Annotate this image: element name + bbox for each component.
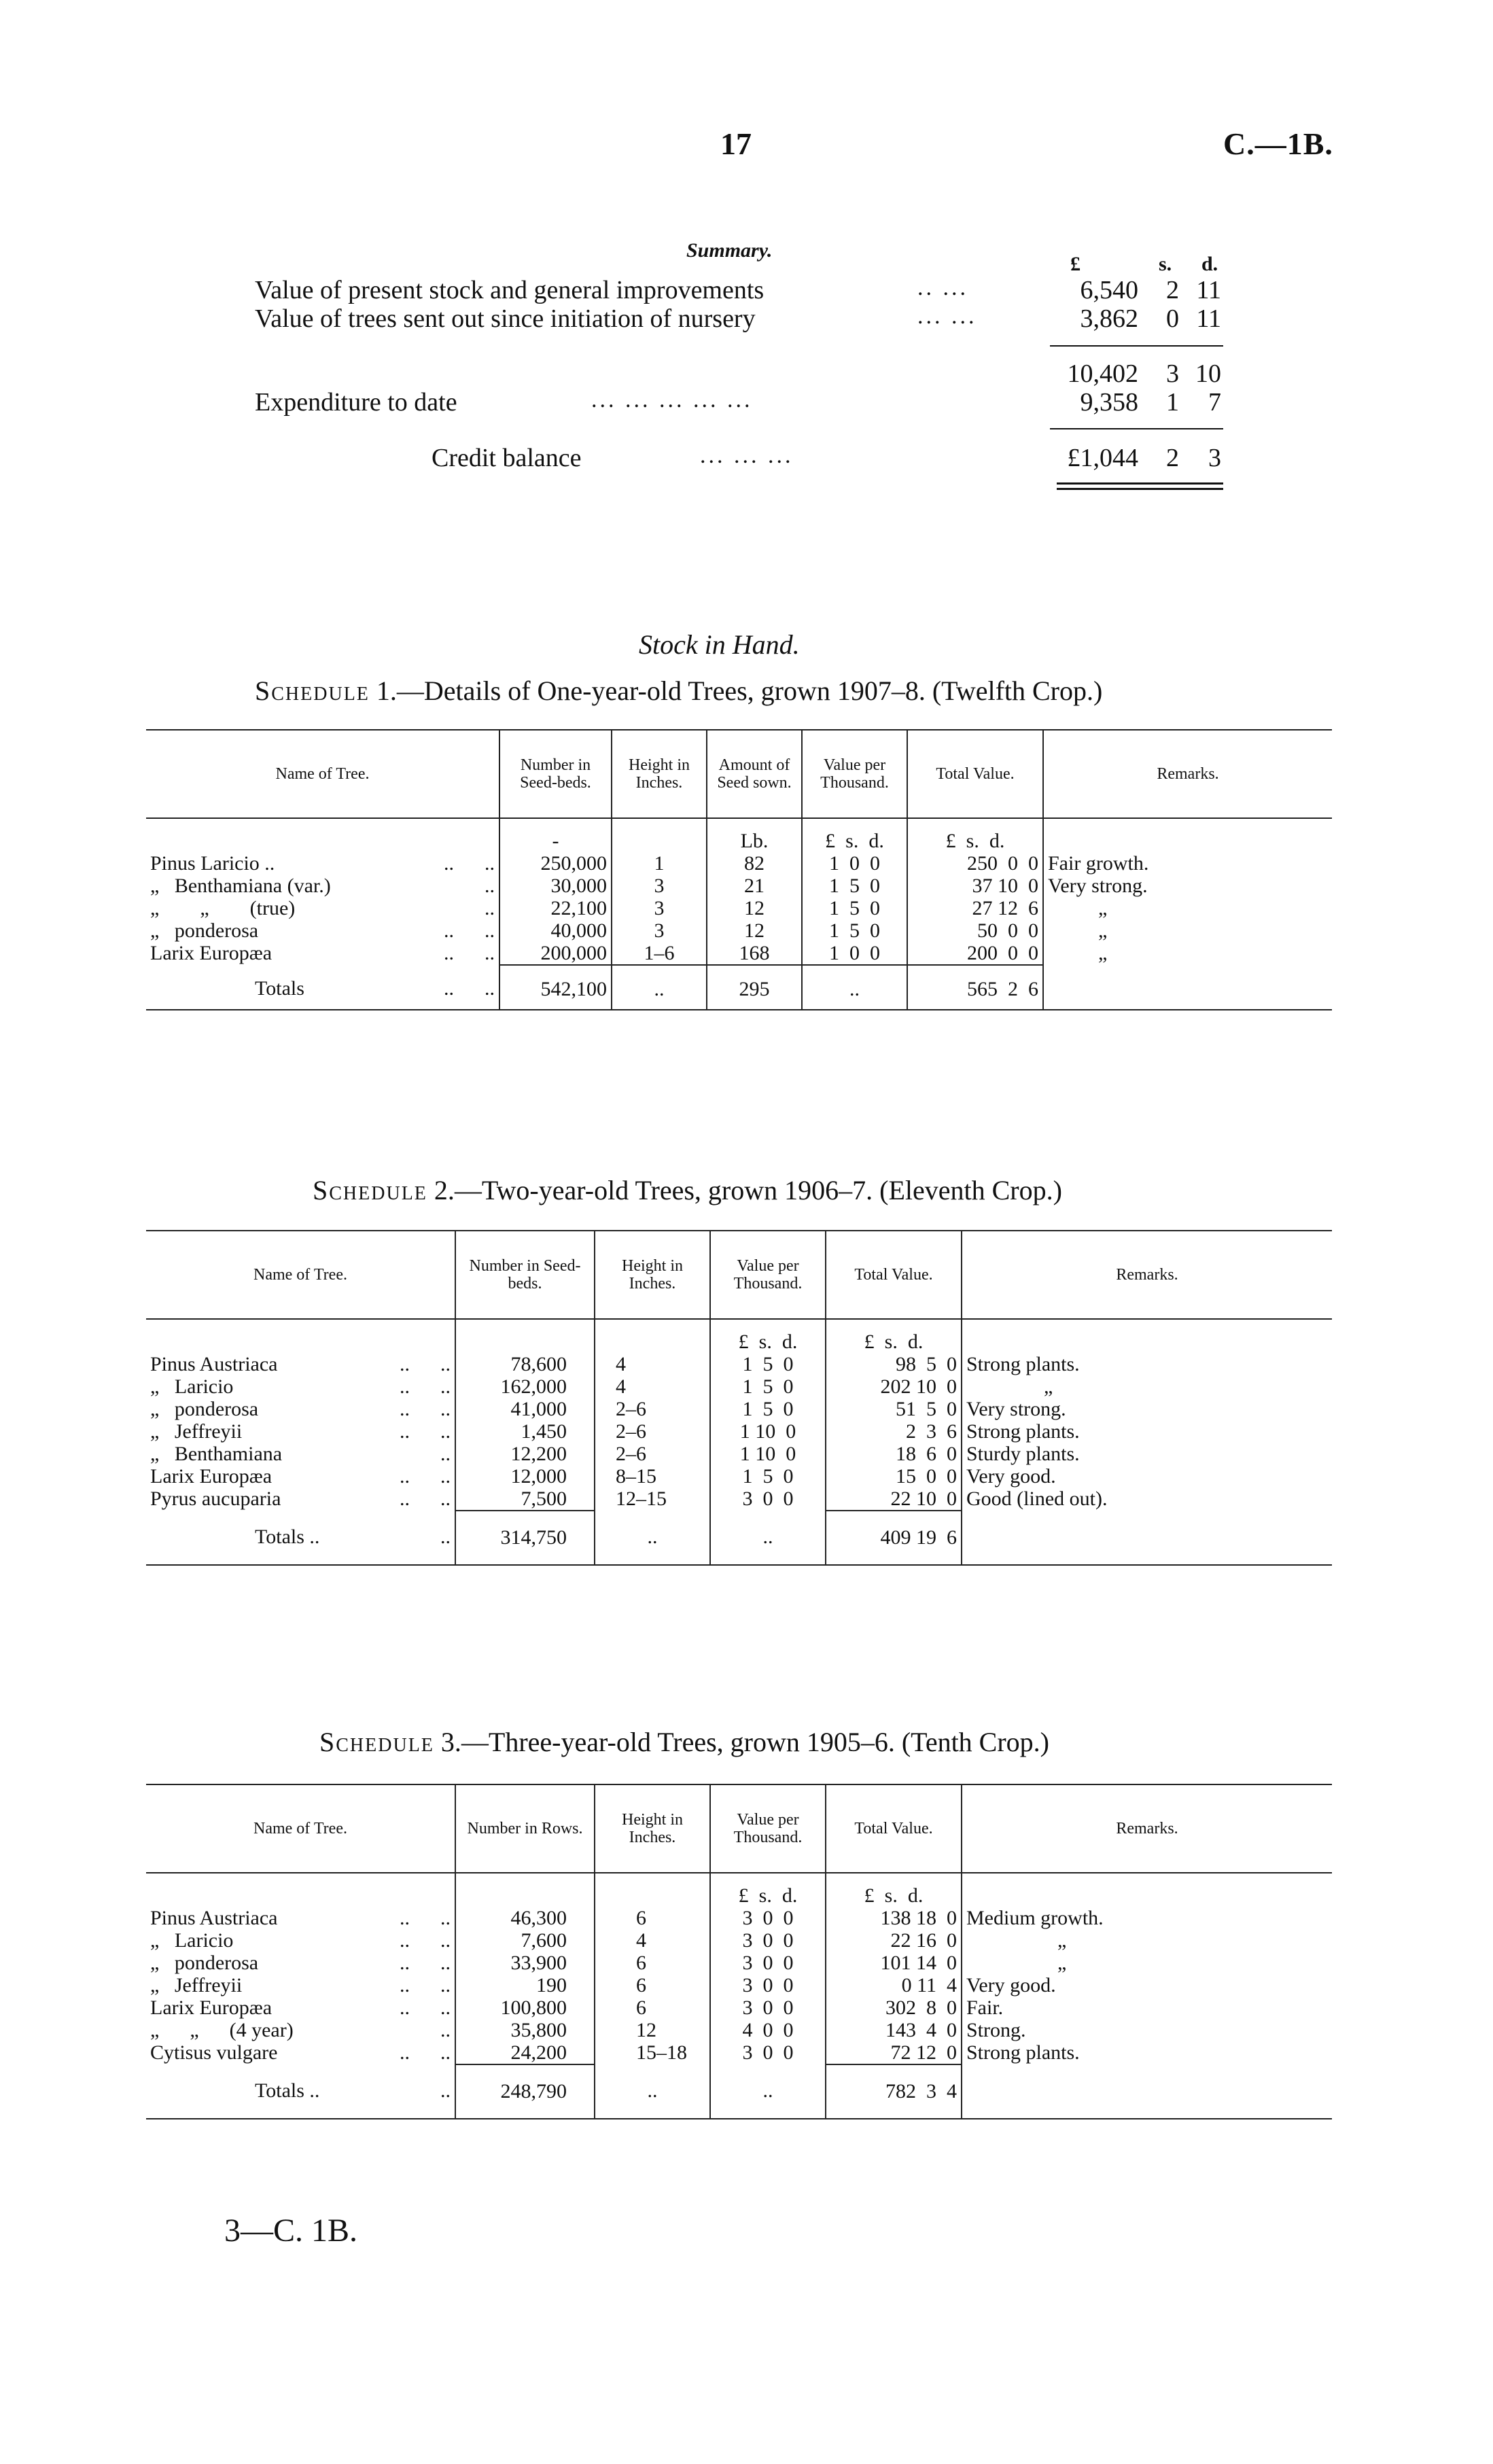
cell-remarks: Strong plants. xyxy=(962,2041,1332,2064)
cell-value: 1 5 0 xyxy=(802,875,907,897)
cell-height: 3 xyxy=(612,897,707,919)
cell-total: 250 0 0 xyxy=(907,852,1043,875)
stock-title: Stock in Hand. xyxy=(639,629,800,660)
col-number-header: Number in Rows. xyxy=(455,1784,595,1873)
tree-name: „ ponderosa xyxy=(150,919,259,942)
leader-dots: .. .. xyxy=(400,1907,451,1929)
tree-name: Larix Europæa xyxy=(150,942,273,964)
cell-remarks: Fair. xyxy=(962,1996,1332,2019)
cell-seed: 82 xyxy=(707,852,802,875)
table-row xyxy=(146,897,1332,919)
col-seed-header: Amount of Seed sown. xyxy=(707,730,802,818)
summary-credit-label: Credit balance xyxy=(432,444,582,472)
summary-row-label: Value of trees sent out since initiation of nursery xyxy=(255,304,756,333)
unit-value: £ s. d. xyxy=(710,1319,826,1353)
tree-name: Larix Europæa xyxy=(150,1996,273,2019)
cell-remarks: „ xyxy=(962,1929,1332,1952)
leader-dots: .. .. xyxy=(400,1996,451,2019)
cell-height: 1 xyxy=(612,852,707,875)
tree-name: „ ponderosa xyxy=(150,1398,259,1420)
cell-number: 7,600 xyxy=(455,1929,595,1952)
schedule-1-title-text: 1.—Details of One-year-old Trees, grown 1907–8. (Twelfth Crop.) xyxy=(376,675,1103,706)
cell-total: 51 5 0 xyxy=(826,1398,962,1420)
cell-height: 4 xyxy=(595,1353,710,1375)
totals-value: .. xyxy=(802,965,907,1010)
summary-subtotal-rule xyxy=(1050,345,1223,347)
totals-number: 542,100 xyxy=(499,965,612,1010)
schedule-2-table xyxy=(146,1230,1332,1566)
cell-height: 2–6 xyxy=(595,1398,710,1420)
cell-value: 3 0 0 xyxy=(710,1907,826,1929)
table-row xyxy=(146,1420,1332,1443)
cell-value: 4 0 0 xyxy=(710,2019,826,2041)
totals-row xyxy=(146,965,1332,1010)
cell-remarks: „ xyxy=(962,1952,1332,1974)
table-row xyxy=(146,1952,1332,1974)
schedule-2-title xyxy=(313,1174,1062,1206)
schedule-3-title xyxy=(319,1726,1049,1758)
table-row xyxy=(146,2041,1332,2064)
tree-name: „ Jeffreyii xyxy=(150,1974,243,1996)
cell-remarks: Very good. xyxy=(962,1465,1332,1488)
cell-total: 37 10 0 xyxy=(907,875,1043,897)
cell-height: 12 xyxy=(595,2019,710,2041)
summary-double-rule-top xyxy=(1057,482,1223,485)
col-height-header: Height in Inches. xyxy=(595,1784,710,1873)
tree-name: „ Benthamiana xyxy=(150,1443,283,1465)
cell-remarks: „ xyxy=(962,1375,1332,1398)
table-row xyxy=(146,919,1332,942)
summary-pound-head: £ xyxy=(1070,253,1081,275)
cell-value: 3 0 0 xyxy=(710,1974,826,1996)
summary-credit-dots: ... ... ... xyxy=(700,443,794,468)
cell-remarks: „ xyxy=(1043,919,1332,942)
col-value-header: Value per Thousand. xyxy=(710,1784,826,1873)
summary-row-pounds: 6,540 xyxy=(1080,276,1138,304)
cell-value: 3 0 0 xyxy=(710,1952,826,1974)
totals-height: .. xyxy=(595,2064,710,2119)
col-number-header: Number in Seed-beds. xyxy=(455,1231,595,1319)
cell-value: 1 5 0 xyxy=(710,1465,826,1488)
cell-number: 41,000 xyxy=(455,1398,595,1420)
summary-credit-rule xyxy=(1050,428,1223,429)
table-row xyxy=(146,1353,1332,1375)
cell-value: 1 5 0 xyxy=(802,897,907,919)
table-row xyxy=(146,875,1332,897)
leader-dots: .. .. xyxy=(400,2041,451,2064)
summary-title: Summary. xyxy=(686,239,773,262)
leader-dots: .. .. xyxy=(444,852,495,875)
cell-total: 72 12 0 xyxy=(826,2041,962,2064)
cell-number: 24,200 xyxy=(455,2041,595,2064)
cell-total: 22 16 0 xyxy=(826,1929,962,1952)
cell-height: 6 xyxy=(595,1974,710,1996)
cell-remarks: Very good. xyxy=(962,1974,1332,1996)
cell-height: 1–6 xyxy=(612,942,707,965)
cell-number: 7,500 xyxy=(455,1488,595,1511)
col-value-header: Value per Thousand. xyxy=(802,730,907,818)
tree-name: „ Benthamiana (var.) xyxy=(150,875,331,897)
cell-value: 1 5 0 xyxy=(710,1353,826,1375)
cell-height: 8–15 xyxy=(595,1465,710,1488)
cell-number: 190 xyxy=(455,1974,595,1996)
summary-row-shillings: 2 xyxy=(1166,276,1179,304)
schedule-3-prefix: Schedule xyxy=(319,1727,434,1757)
totals-label: Totals xyxy=(255,977,304,1000)
summary-expenditure-dots: ... ... ... ... ... xyxy=(591,387,753,412)
schedule-2-title-text: 2.—Two-year-old Trees, grown 1906–7. (Eleventh Crop.) xyxy=(434,1175,1062,1205)
cell-value: 1 5 0 xyxy=(710,1375,826,1398)
footer-signature: 3—C. 1B. xyxy=(224,2213,358,2249)
cell-number: 100,800 xyxy=(455,1996,595,2019)
col-number-header: Number in Seed-beds. xyxy=(499,730,612,818)
leader-dots: .. .. xyxy=(400,1929,451,1952)
summary-row-pence: 11 xyxy=(1196,304,1221,333)
cell-total: 50 0 0 xyxy=(907,919,1043,942)
table-row xyxy=(146,1488,1332,1511)
col-total-header: Total Value. xyxy=(907,730,1043,818)
col-remarks-header: Remarks. xyxy=(962,1784,1332,1873)
cell-remarks: „ xyxy=(1043,897,1332,919)
cell-value: 3 0 0 xyxy=(710,1929,826,1952)
tree-name: „ „ (4 year) xyxy=(150,2019,294,2041)
cell-value: 3 0 0 xyxy=(710,2041,826,2064)
table-row xyxy=(146,1443,1332,1465)
cell-seed: 12 xyxy=(707,897,802,919)
cell-total: 22 10 0 xyxy=(826,1488,962,1511)
summary-expenditure-pounds: 9,358 xyxy=(1080,388,1138,417)
tree-name: Pinus Austriaca xyxy=(150,1353,278,1375)
col-remarks-header: Remarks. xyxy=(962,1231,1332,1319)
leader-dots: .. .. xyxy=(400,1420,451,1443)
tree-name: „ Laricio xyxy=(150,1929,234,1952)
cell-value: 3 0 0 xyxy=(710,1996,826,2019)
cell-number: 12,200 xyxy=(455,1443,595,1465)
totals-height: .. xyxy=(612,965,707,1010)
cell-total: 0 11 4 xyxy=(826,1974,962,1996)
cell-seed: 168 xyxy=(707,942,802,965)
summary-expenditure-pence: 7 xyxy=(1208,388,1221,417)
table-row xyxy=(146,2019,1332,2041)
cell-height: 6 xyxy=(595,1907,710,1929)
cell-value: 1 5 0 xyxy=(710,1398,826,1420)
cell-remarks: Strong plants. xyxy=(962,1353,1332,1375)
cell-total: 143 4 0 xyxy=(826,2019,962,2041)
totals-number: 314,750 xyxy=(455,1511,595,1565)
unit-total: £ s. d. xyxy=(826,1319,962,1353)
cell-total: 138 18 0 xyxy=(826,1907,962,1929)
tree-name: Larix Europæa xyxy=(150,1465,273,1488)
schedule-1-table: Name of Tree. Number in Seed-beds. Height in Inches. Amount of Seed sown. Value per Thousand. Total Value. Remarks. - Lb. £ s. d. £ s. d. Pinus Laricio .. .. .. 250,000 1 82 1 0 0 250 0 0 Fair growth. „ Benthamiana (var.) .. 30,000 3 21 1 5 0 37 10 0 Very strong. „ „ (true) .. 22,100 3 12 1 5 0 27 12 6 „ „ ponderosa .. .. 40,000 3 12 1 5 0 50 0 0 „ Larix Europæa .. .. 200,000 1–6 168 1 0 0 200 0 0 „ Totals .. .. 542,100 .. 295 .. 565 2 6 xyxy=(146,729,1332,1010)
cell-number: 162,000 xyxy=(455,1375,595,1398)
table-row xyxy=(146,1996,1332,2019)
summary-subtotal-pounds: 10,402 xyxy=(1067,359,1138,388)
col-name-header: Name of Tree. xyxy=(146,730,499,818)
leader-dots: .. .. xyxy=(444,919,495,942)
cell-height: 4 xyxy=(595,1929,710,1952)
cell-number: 40,000 xyxy=(499,919,612,942)
leader-dots: .. .. xyxy=(400,1488,451,1510)
cell-remarks: Sturdy plants. xyxy=(962,1443,1332,1465)
leader-dots: .. .. xyxy=(400,1398,451,1420)
cell-number: 200,000 xyxy=(499,942,612,965)
totals-height: .. xyxy=(595,1511,710,1565)
cell-height: 3 xyxy=(612,919,707,942)
cell-value: 1 0 0 xyxy=(802,852,907,875)
leader-dots: .. xyxy=(440,1526,451,1548)
cell-remarks: Very strong. xyxy=(1043,875,1332,897)
cell-number: 1,450 xyxy=(455,1420,595,1443)
document-code: C.—1B. xyxy=(1223,126,1333,161)
leader-dots: .. xyxy=(440,2019,451,2041)
cell-total: 2 3 6 xyxy=(826,1420,962,1443)
cell-seed: 12 xyxy=(707,919,802,942)
table-row xyxy=(146,1974,1332,1996)
cell-value: 1 5 0 xyxy=(802,919,907,942)
cell-number: 35,800 xyxy=(455,2019,595,2041)
summary-expenditure-shillings: 1 xyxy=(1166,388,1179,417)
cell-value: 1 0 0 xyxy=(802,942,907,965)
cell-remarks: Strong plants. xyxy=(962,1420,1332,1443)
leader-dots: .. .. xyxy=(400,1974,451,1996)
cell-height: 12–15 xyxy=(595,1488,710,1511)
summary-double-rule-bottom xyxy=(1057,488,1223,490)
totals-total: 782 3 4 xyxy=(826,2064,962,2119)
tree-name: „ ponderosa xyxy=(150,1952,259,1974)
cell-height: 4 xyxy=(595,1375,710,1398)
cell-total: 202 10 0 xyxy=(826,1375,962,1398)
cell-total: 302 8 0 xyxy=(826,1996,962,2019)
totals-row xyxy=(146,1511,1332,1565)
cell-remarks: Medium growth. xyxy=(962,1907,1332,1929)
cell-remarks: Fair growth. xyxy=(1043,852,1332,875)
table-row xyxy=(146,1929,1332,1952)
summary-credit-pounds: £1,044 xyxy=(1067,444,1138,472)
leader-dots: .. xyxy=(440,2079,451,2102)
tree-name: „ Laricio xyxy=(150,1375,234,1398)
totals-label: Totals .. xyxy=(255,2079,320,2102)
schedule-1-title xyxy=(255,675,1102,707)
summary-row-dots: .. ... xyxy=(917,275,968,300)
tree-name: „ „ (true) xyxy=(150,897,296,919)
totals-value: .. xyxy=(710,1511,826,1565)
summary-row-label: Value of present stock and general improvements xyxy=(255,276,765,304)
cell-total: 27 12 6 xyxy=(907,897,1043,919)
summary-expenditure-label: Expenditure to date xyxy=(255,388,457,417)
col-total-header: Total Value. xyxy=(826,1231,962,1319)
schedule-3-table xyxy=(146,1784,1332,2119)
summary-credit-pence: 3 xyxy=(1208,444,1221,472)
tree-name: Pinus Austriaca xyxy=(150,1907,278,1929)
leader-dots: .. .. xyxy=(444,942,495,964)
table-row xyxy=(146,942,1332,965)
totals-total: 409 19 6 xyxy=(826,1511,962,1565)
cell-height: 3 xyxy=(612,875,707,897)
col-remarks-header: Remarks. xyxy=(1043,730,1332,818)
schedule-1-prefix: Schedule xyxy=(255,675,370,706)
cell-remarks: Good (lined out). xyxy=(962,1488,1332,1511)
leader-dots: .. .. xyxy=(400,1465,451,1488)
cell-number: 12,000 xyxy=(455,1465,595,1488)
tree-name: Pyrus aucuparia xyxy=(150,1488,281,1510)
tree-name: Pinus Laricio .. xyxy=(150,852,275,875)
summary-pence-head: d. xyxy=(1201,253,1218,275)
cell-height: 2–6 xyxy=(595,1420,710,1443)
totals-total: 565 2 6 xyxy=(907,965,1043,1010)
page-number: 17 xyxy=(720,126,752,161)
cell-total: 200 0 0 xyxy=(907,942,1043,965)
cell-total: 101 14 0 xyxy=(826,1952,962,1974)
table-row xyxy=(146,1907,1332,1929)
table-row xyxy=(146,1375,1332,1398)
col-height-header: Height in Inches. xyxy=(612,730,707,818)
summary-shilling-head: s. xyxy=(1159,253,1172,275)
cell-number: 78,600 xyxy=(455,1353,595,1375)
schedule-2-prefix: Schedule xyxy=(313,1175,427,1205)
cell-remarks: Strong. xyxy=(962,2019,1332,2041)
table-row xyxy=(146,852,1332,875)
schedule-3-title-text: 3.—Three-year-old Trees, grown 1905–6. (Tenth Crop.) xyxy=(440,1727,1050,1757)
leader-dots: .. xyxy=(485,875,495,897)
summary-row-pence: 11 xyxy=(1196,276,1221,304)
cell-number: 30,000 xyxy=(499,875,612,897)
cell-remarks: Very strong. xyxy=(962,1398,1332,1420)
cell-height: 15–18 xyxy=(595,2041,710,2064)
cell-value: 1 10 0 xyxy=(710,1420,826,1443)
cell-height: 6 xyxy=(595,1952,710,1974)
cell-number: 46,300 xyxy=(455,1907,595,1929)
summary-credit-shillings: 2 xyxy=(1166,444,1179,472)
cell-value: 3 0 0 xyxy=(710,1488,826,1511)
table-row xyxy=(146,1398,1332,1420)
cell-seed: 21 xyxy=(707,875,802,897)
totals-value: .. xyxy=(710,2064,826,2119)
unit-value: £ s. d. xyxy=(710,1873,826,1907)
col-value-header: Value per Thousand. xyxy=(710,1231,826,1319)
leader-dots: .. .. xyxy=(400,1375,451,1398)
tree-name: Cytisus vulgare xyxy=(150,2041,278,2064)
leader-dots: .. .. xyxy=(400,1353,451,1375)
cell-height: 6 xyxy=(595,1996,710,2019)
unit-seed: Lb. xyxy=(707,818,802,852)
cell-number: 250,000 xyxy=(499,852,612,875)
unit-value: £ s. d. xyxy=(802,818,907,852)
totals-label: Totals .. xyxy=(255,1526,320,1548)
summary-row-dots: ... ... xyxy=(917,304,977,329)
cell-total: 98 5 0 xyxy=(826,1353,962,1375)
cell-total: 18 6 0 xyxy=(826,1443,962,1465)
table-row xyxy=(146,1465,1332,1488)
totals-number: 248,790 xyxy=(455,2064,595,2119)
cell-number: 33,900 xyxy=(455,1952,595,1974)
leader-dots: .. .. xyxy=(444,977,495,1000)
unit-total: £ s. d. xyxy=(907,818,1043,852)
totals-seed: 295 xyxy=(707,965,802,1010)
col-name-header: Name of Tree. xyxy=(146,1784,455,1873)
tree-name: „ Jeffreyii xyxy=(150,1420,243,1443)
unit-total: £ s. d. xyxy=(826,1873,962,1907)
leader-dots: .. xyxy=(485,897,495,919)
cell-value: 1 10 0 xyxy=(710,1443,826,1465)
cell-total: 15 0 0 xyxy=(826,1465,962,1488)
cell-number: 22,100 xyxy=(499,897,612,919)
col-total-header: Total Value. xyxy=(826,1784,962,1873)
summary-subtotal-shillings: 3 xyxy=(1166,359,1179,388)
leader-dots: .. .. xyxy=(400,1952,451,1974)
summary-row-shillings: 0 xyxy=(1166,304,1179,333)
summary-subtotal-pence: 10 xyxy=(1195,359,1221,388)
cell-height: 2–6 xyxy=(595,1443,710,1465)
cell-remarks: „ xyxy=(1043,942,1332,965)
totals-row xyxy=(146,2064,1332,2119)
leader-dots: .. xyxy=(440,1443,451,1465)
col-name-header: Name of Tree. xyxy=(146,1231,455,1319)
summary-row-pounds: 3,862 xyxy=(1080,304,1138,333)
col-height-header: Height in Inches. xyxy=(595,1231,710,1319)
